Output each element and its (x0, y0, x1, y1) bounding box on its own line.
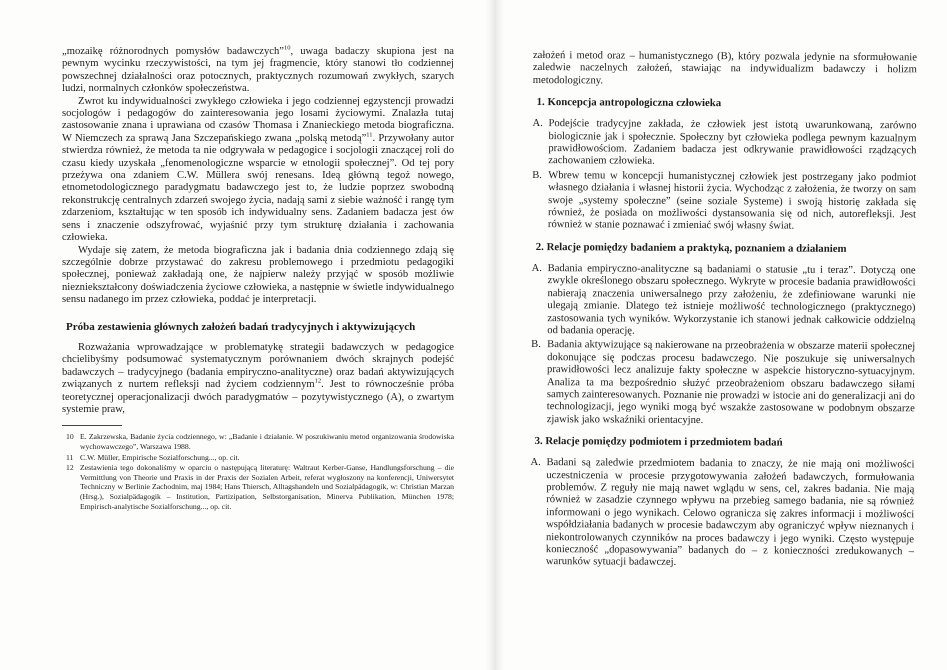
section-title-1: 1. Koncepcja antropologiczna człowieka (536, 96, 722, 110)
list-item: B. Wbrew temu w koncepcji humanistycznej człowiek jest postrzegany jako podmiot własnego działania i własnej historii życia. Wychodząc z założenia, że tworzy on sam swoje „systemy społeczne” (seine soziale Systeme) i swoją historię zakłada się również, że posiada on możliwości dystansowania się od nich, autorefleksji. Jest również w stanie poznawać i zmieniać swój własny świat. (532, 169, 917, 233)
book-gutter (486, 0, 504, 670)
right-page (530, 50, 917, 573)
footnotes (62, 432, 454, 511)
list-item: A. Badania empiryczno-analityczne są badaniami o statusie „tu i teraz”. Dotyczą one zwykle określonego obszaru społecznego. Wykryte w procesie badania prawidłowości nabierają znaczenia uniwersalnego przy założeniu, że zdefiniowane warunki nie ulegają zmianie. Dlatego też istnieje możliwość technologicznego (praktycznego) zastosowania tych wyników. Wykorzystanie ich stanowi jednak całkowicie oddzielną od badania operację. (531, 262, 916, 337)
footnote-ref-10: 10 (283, 44, 291, 52)
list-item: B. Badania aktywizujące są nakierowane na przeobrażenia w obszarze materii społecznej dokonujące się podczas procesu badawczego. Nie poszukuje się uniwersalnych prawidłowości lecz analizuje fakty społeczne w aspekcie historyczno-sytuacyjnym. Analiza ta ma bezpośrednio służyć przeobrażeniom obszaru badawczego siłami samych zainteresowanych. Poznanie nie prowadzi w istocie ani do generalizacji ani do technologizacji, jego wyniki mogą być wszakże zastosowane w podobnym obszarze zjawisk jako wskaźniki orientacyjne. (531, 339, 916, 426)
section-heading: Próba zestawienia głównych założeń badań tradycyjnych i aktywizujących (66, 320, 416, 333)
paragraph-1: „mozaikę różnorodnych pomysłów badawczych”$^{10}$, uwaga badaczy skupiona jest na pewnym wycinku rzeczywistości, na tym jej fragmencie, który stanowi tło codziennej powszechnej działalności oraz potocznych, praktycznych rozumowań zwykłych, szarych ludzi, normalnych członków społeczeństwa. (62, 44, 455, 95)
paragraph-2: Zwrot ku indywidualności zwykłego człowieka i jego codziennej egzystencji prowadzi socjologów i pedagogów do zainteresowania jego losami życiowymi. Znalazła tutaj zastosowanie znana i uprawiana od czasów Thomasa i Znanieckiego metoda biograficzna. W Niemczech za sprawą Jana Szczepańskiego zwana „polską metodą”$^{11}$. Przywołany autor stwierdza również, że metoda ta nie odgrywała w pedagogice i socjologii znaczącej roli do czasu kiedy uzyskała „fenomenologiczne wsparcie w etnologii społecznej”. Od tej pory przeżywa ona zdaniem C.W. Müllera swój renesans. Ideą główną tegoż nowego, etnometodologicznego paradygmatu badawczego jest to, że ludzie poprzez swobodną rekonstrukcję centralnych zdarzeń swojego życia, nadają sami z siebie ważność i rangę tym zdarzeniom, kształtując w ten sposób ich indywidualny sens. Zadaniem badacza jest ów sens i znaczenie odszyfrować, wyjaśnić przy tym strukturę działania i zachowania człowieka. (62, 95, 454, 244)
footnote-ref-12: 12 (314, 377, 322, 385)
paragraph-3: Wydaje się zatem, że metoda biograficzna jak i badania dnia codziennego zdają się szczególnie dobrze przystawać do zakresu problemowego i przedmiotu pedagogiki społecznej, ponieważ zakładają one, że najpierw należy przyjąć w sposób możliwie niezniekształcony doświadczenia życiowe człowieka, a następnie w świetle indywidualnego sensu nadanego im przez człowieka, poddać je interpretacji. (62, 244, 454, 306)
list-item: A. Podejście tradycyjne zakłada, że człowiek jest istotą uwarunkowaną, zarówno biologicznie jak i społecznie. Społeczny byt człowieka podlega pewnym kazualnym prawidłowościom. Zadaniem badacza jest odkrywanie prawidłowości rządzących zachowaniem człowieka. (532, 118, 917, 168)
footnote: 11 C.W. Müller, Empirische Sozialforschung..., op. cit. (66, 452, 240, 462)
paragraph-4: Rozważania wprowadzające w problematykę strategii badawczych w pedagogice chcielibyśmy podsumować systematycznym porównaniem dwóch skrajnych podejść badawczych – tradycyjnego (badania empiryczno-analityczne) oraz badań aktywizujących związanych z nurtem refleksji nad życiem codziennym$^{12}$. Jest to równocześnie próba teoretycznej operacjonalizacji dwóch paradygmatów – pozytywistycznego (A), o zwartym systemie praw, (62, 342, 454, 416)
footnote: 12 Zestawienia tego dokonaliśmy w oparciu o następującą literaturę: Waltraut Kerber-Ganse, Handlungsforschung – die Vermittlung von Theorie und Praxis in der Praxis der Sozialen Arbeit, referat wygłoszony na konferencji, Uniwersytet Techniczny w Berlinie Zachodnim, maj 1984; Hans Thiersch, Alltagshandeln und Sozialpädagogik, w: Christian Marzan (Hrsg.), Sozialpädagogik – Institution, Partizipation, Selbstorganisation, Minerva Publikation, München 1978; Empirisch-analytische Sozialforschung..., op. cit. (66, 463, 454, 511)
footnote: 10 E. Zakrzewska, Badanie życia codziennego, w: „Badanie i działanie. W poszukiwaniu metod organizowania środowiska wychowawczego”, Warszawa 1988. (66, 432, 454, 452)
list-item: A. Badani są zaledwie przedmiotem badania to znaczy, że nie mają oni możliwości uczestniczenia w procesie przygotowywania założeń badawczych, formułowania problemów. Z reguły nie mają nawet wglądu w sens, cel, zakres badania. Nie mają również w zasadzie czynnego wpływu na przebieg samego badania, nie są również informowani o jego wynikach. Celowo ogranicza się zakres informacji i możliwości współdziałania badanych w procesie badawczym aby ograniczyć wpływ nieznanych i niekontrolowanych czynników na proces badawczy i jego wyniki. Często występuje konieczność „dopasowywania” badanych do – z konieczności zredukowanych – warunków sytuacji badawczej. (530, 457, 915, 569)
footnote-ref-11: 11 (366, 131, 373, 139)
left-page (62, 46, 454, 512)
section-title-3: 3. Relacje pomiędzy podmiotem i przedmiotem badań (534, 435, 783, 449)
section-title-2: 2. Relacje pomiędzy badaniem a praktyką, poznaniem a działaniem (535, 240, 847, 255)
intro-paragraph: założeń i metod oraz – humanistycznego (B), który pozwala jedynie na sformułowanie zaledwie naczelnych założeń, stawiając na indywidualizm badawczy i holizm metodologiczny. (532, 50, 917, 87)
footnote-divider (62, 425, 122, 426)
